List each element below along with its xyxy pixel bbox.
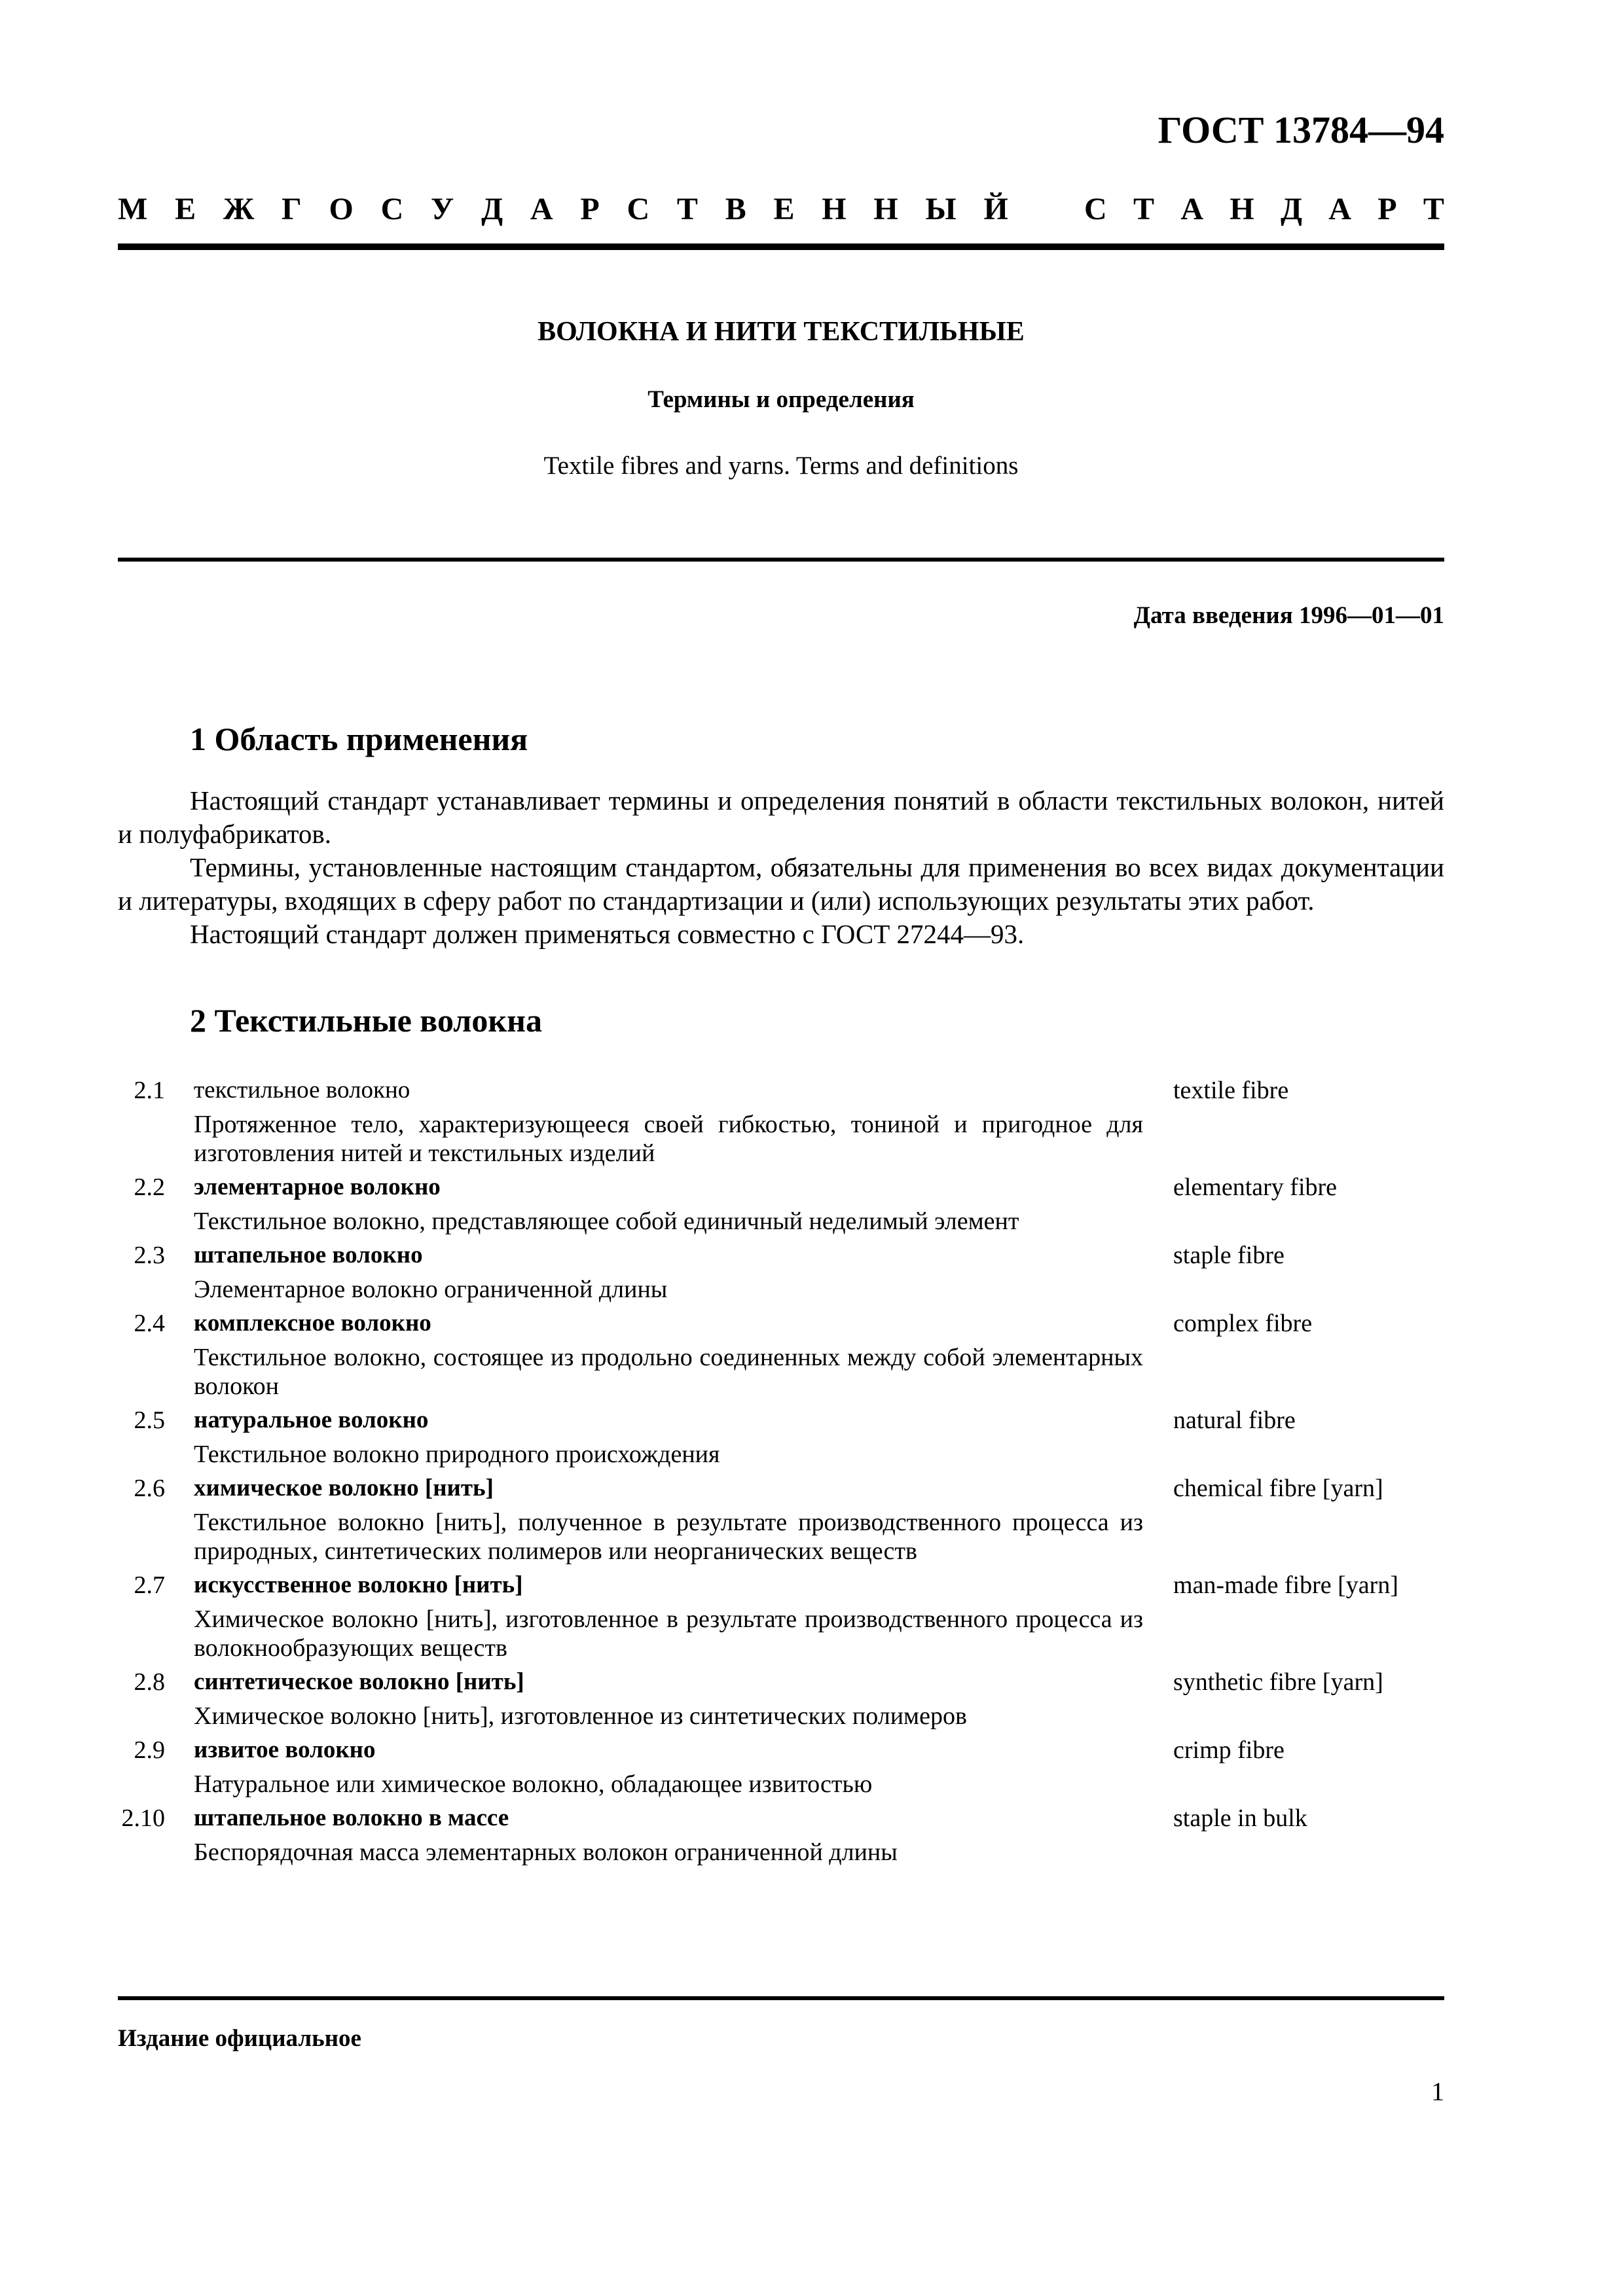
term-entry — [118, 1568, 1444, 1665]
term-english: natural fibre — [1173, 1407, 1296, 1434]
header-rule — [118, 243, 1444, 250]
term-english: chemical fibre [yarn] — [1173, 1475, 1383, 1502]
term-number: 2.4 — [134, 1310, 165, 1337]
banner-letter: Н — [873, 192, 898, 226]
page-number: 1 — [1431, 2077, 1444, 2106]
term-name: натуральное волокно — [194, 1407, 429, 1433]
term-name: комплексное волокно — [194, 1310, 431, 1336]
terms-list — [118, 1073, 1444, 1869]
term-name: искусственное волокно [нить] — [194, 1571, 523, 1598]
term-row — [118, 1306, 1444, 1343]
term-english: synthetic fibre [yarn] — [1173, 1668, 1383, 1696]
term-entry — [118, 1801, 1444, 1869]
banner-letter: С — [627, 192, 650, 226]
scope-paragraph: Термины, установленные настоящим стандартом, обязательны для применения во всех видах документации и литературы, входящих в сферу работ по стандартизации и (или) использующих результаты этих работ. — [118, 852, 1444, 916]
scope-text — [118, 784, 1444, 951]
term-english: textile fibre — [1173, 1077, 1289, 1104]
term-name: химическое волокно [нить] — [194, 1475, 494, 1501]
term-entry — [118, 1170, 1444, 1238]
term-row — [118, 1471, 1444, 1508]
term-definition: Натуральное или химическое волокно, обладающее извитостью — [194, 1770, 873, 1798]
banner-letter: А — [1180, 192, 1203, 226]
term-entry — [118, 1471, 1444, 1568]
term-entry — [118, 1665, 1444, 1733]
term-english: crimp fibre — [1173, 1736, 1285, 1764]
edition-note: Издание официальное — [118, 2025, 361, 2052]
document-title: ВОЛОКНА И НИТИ ТЕКСТИЛЬНЫЕ — [538, 317, 1025, 347]
footer-rule — [118, 1996, 1444, 2000]
banner-letter: Н — [1230, 192, 1254, 226]
term-definition: Элементарное волокно ограниченной длины — [194, 1276, 668, 1303]
term-number: 2.10 — [121, 1804, 165, 1832]
term-name: штапельное волокно — [194, 1242, 423, 1268]
scope-paragraph: Настоящий стандарт устанавливает термины и определения понятий в области текстильных волокон, нитей и полуфабрикатов. — [118, 785, 1444, 849]
term-entry — [118, 1403, 1444, 1471]
term-definition: Текстильное волокно природного происхождения — [194, 1441, 720, 1468]
term-name: синтетическое волокно [нить] — [194, 1668, 524, 1695]
document-subtitle-english: Textile fibres and yarns. Terms and definitions — [543, 452, 1019, 480]
term-number: 2.5 — [134, 1407, 165, 1434]
term-row — [118, 1238, 1444, 1275]
term-name: элементарное волокно — [194, 1174, 441, 1200]
banner-letter: С — [1084, 192, 1107, 226]
term-definition: Химическое волокно [нить], изготовленное в результате производственного процесса из волокнообразующих веществ — [194, 1605, 1143, 1662]
banner-letter: Д — [1280, 192, 1302, 226]
term-definition: Текстильное волокно, представляющее собой единичный неделимый элемент — [194, 1208, 1019, 1235]
term-number: 2.9 — [134, 1736, 165, 1764]
banner-letter: В — [725, 192, 746, 226]
banner-letter: А — [1328, 192, 1351, 226]
term-english: man-made fibre [yarn] — [1173, 1571, 1398, 1599]
term-english: staple fibre — [1173, 1242, 1285, 1269]
term-name: штапельное волокно в массе — [194, 1804, 509, 1831]
gost-number: ГОСТ 13784—94 — [1158, 109, 1444, 151]
term-entry — [118, 1238, 1444, 1306]
term-row — [118, 1568, 1444, 1605]
term-row — [118, 1073, 1444, 1110]
term-number: 2.8 — [134, 1668, 165, 1696]
banner-letter: С — [380, 192, 404, 226]
term-number: 2.6 — [134, 1475, 165, 1502]
term-row — [118, 1733, 1444, 1770]
standard-banner — [118, 194, 1444, 230]
term-entry — [118, 1306, 1444, 1403]
banner-letter: Ж — [223, 192, 255, 226]
term-definition: Протяженное тело, характеризующееся своей гибкостью, тониной и пригодное для изготовления нитей и текстильных изделий — [194, 1111, 1143, 1167]
banner-word-interstate — [118, 194, 1008, 225]
term-entry — [118, 1733, 1444, 1801]
term-entry — [118, 1073, 1444, 1170]
term-number: 2.3 — [134, 1242, 165, 1269]
banner-letter: Т — [1423, 192, 1444, 226]
term-row — [118, 1403, 1444, 1440]
banner-letter: Ы — [925, 192, 957, 226]
banner-letter: Р — [1377, 192, 1397, 226]
banner-letter: М — [118, 192, 148, 226]
term-number: 2.2 — [134, 1174, 165, 1201]
banner-letter: Е — [773, 192, 795, 226]
banner-word-standard — [1084, 194, 1444, 225]
section-2-heading: 2 Текстильные волокна — [190, 1002, 542, 1039]
banner-letter: Е — [175, 192, 196, 226]
banner-letter: О — [329, 192, 354, 226]
term-definition: Текстильное волокно [нить], полученное в результате производственного процесса из природных, синтетических полимеров или неорганических веществ — [194, 1509, 1143, 1565]
term-number: 2.7 — [134, 1571, 165, 1599]
scope-paragraph: Настоящий стандарт должен применяться совместно с ГОСТ 27244—93. — [190, 919, 1025, 949]
document-subtitle: Термины и определения — [647, 386, 915, 413]
term-english: staple in bulk — [1173, 1804, 1307, 1832]
term-definition: Текстильное волокно, состоящее из продольно соединенных между собой элементарных волокон — [194, 1344, 1143, 1400]
term-row — [118, 1801, 1444, 1838]
section-1-heading: 1 Область применения — [190, 721, 528, 757]
banner-letter: Т — [676, 192, 698, 226]
banner-letter: Д — [481, 192, 503, 226]
term-definition: Беспорядочная масса элементарных волокон ограниченной длины — [194, 1839, 898, 1866]
term-name: текстильное волокно — [194, 1077, 410, 1103]
title-rule — [118, 558, 1444, 562]
banner-letter: Р — [580, 192, 600, 226]
banner-letter: У — [431, 192, 454, 226]
introduction-date: Дата введения 1996—01—01 — [1133, 602, 1444, 629]
banner-letter: Н — [822, 192, 847, 226]
banner-letter: Г — [282, 192, 302, 226]
banner-letter: Й — [983, 192, 1008, 226]
term-name: извитое волокно — [194, 1736, 376, 1763]
banner-letter: А — [530, 192, 553, 226]
banner-letter: Т — [1133, 192, 1154, 226]
term-english: elementary fibre — [1173, 1174, 1338, 1201]
term-definition: Химическое волокно [нить], изготовленное из синтетических полимеров — [194, 1702, 967, 1730]
term-english: complex fibre — [1173, 1310, 1313, 1337]
term-row — [118, 1170, 1444, 1207]
term-row — [118, 1665, 1444, 1702]
term-number: 2.1 — [134, 1077, 165, 1104]
